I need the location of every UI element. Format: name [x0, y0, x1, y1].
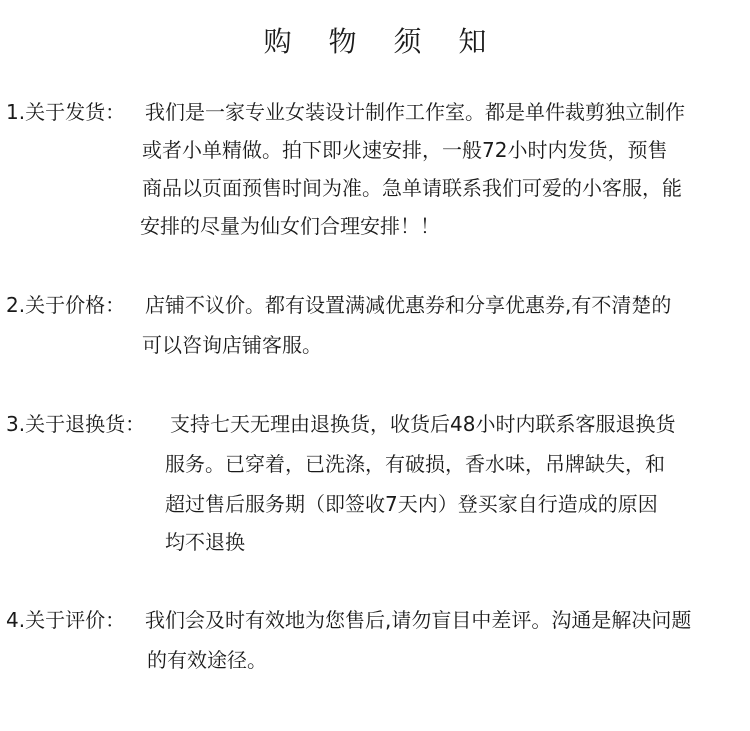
page-title: 购 物 须 知: [263, 25, 501, 58]
section-text-line: 支持七天无理由退换货，收货后48小时内联系客服退换货: [170, 412, 676, 436]
section-text-line: 超过售后服务期（即签收7天内）登买家自行造成的原因: [165, 492, 658, 516]
section-label: 4.关于评价：: [6, 608, 126, 632]
section-text-line: 可以咨询店铺客服。: [142, 333, 322, 357]
section-text-line: 或者小单精做。拍下即火速安排，一般72小时内发货，预售: [142, 138, 668, 162]
section-label: 1.关于发货：: [6, 100, 126, 124]
section-text-line: 商品以页面预售时间为准。急单请联系我们可爱的小客服，能: [142, 176, 682, 200]
section-text-line: 安排的尽量为仙女们合理安排！！: [140, 214, 440, 238]
section-text-line: 均不退换: [165, 530, 245, 554]
section-text-line: 服务。已穿着，已洗涤，有破损，香水味，吊牌缺失，和: [165, 452, 665, 476]
section-text-line: 我们会及时有效地为您售后,请勿盲目中差评。沟通是解决问题: [145, 608, 692, 632]
section-text-line: 我们是一家专业女装设计制作工作室。都是单件裁剪独立制作: [145, 100, 685, 124]
section-label: 3.关于退换货：: [6, 412, 146, 436]
section-label: 2.关于价格：: [6, 293, 126, 317]
section-text-line: 店铺不议价。都有设置满减优惠券和分享优惠券,有不清楚的: [145, 293, 672, 317]
section-text-line: 的有效途径。: [147, 648, 267, 672]
